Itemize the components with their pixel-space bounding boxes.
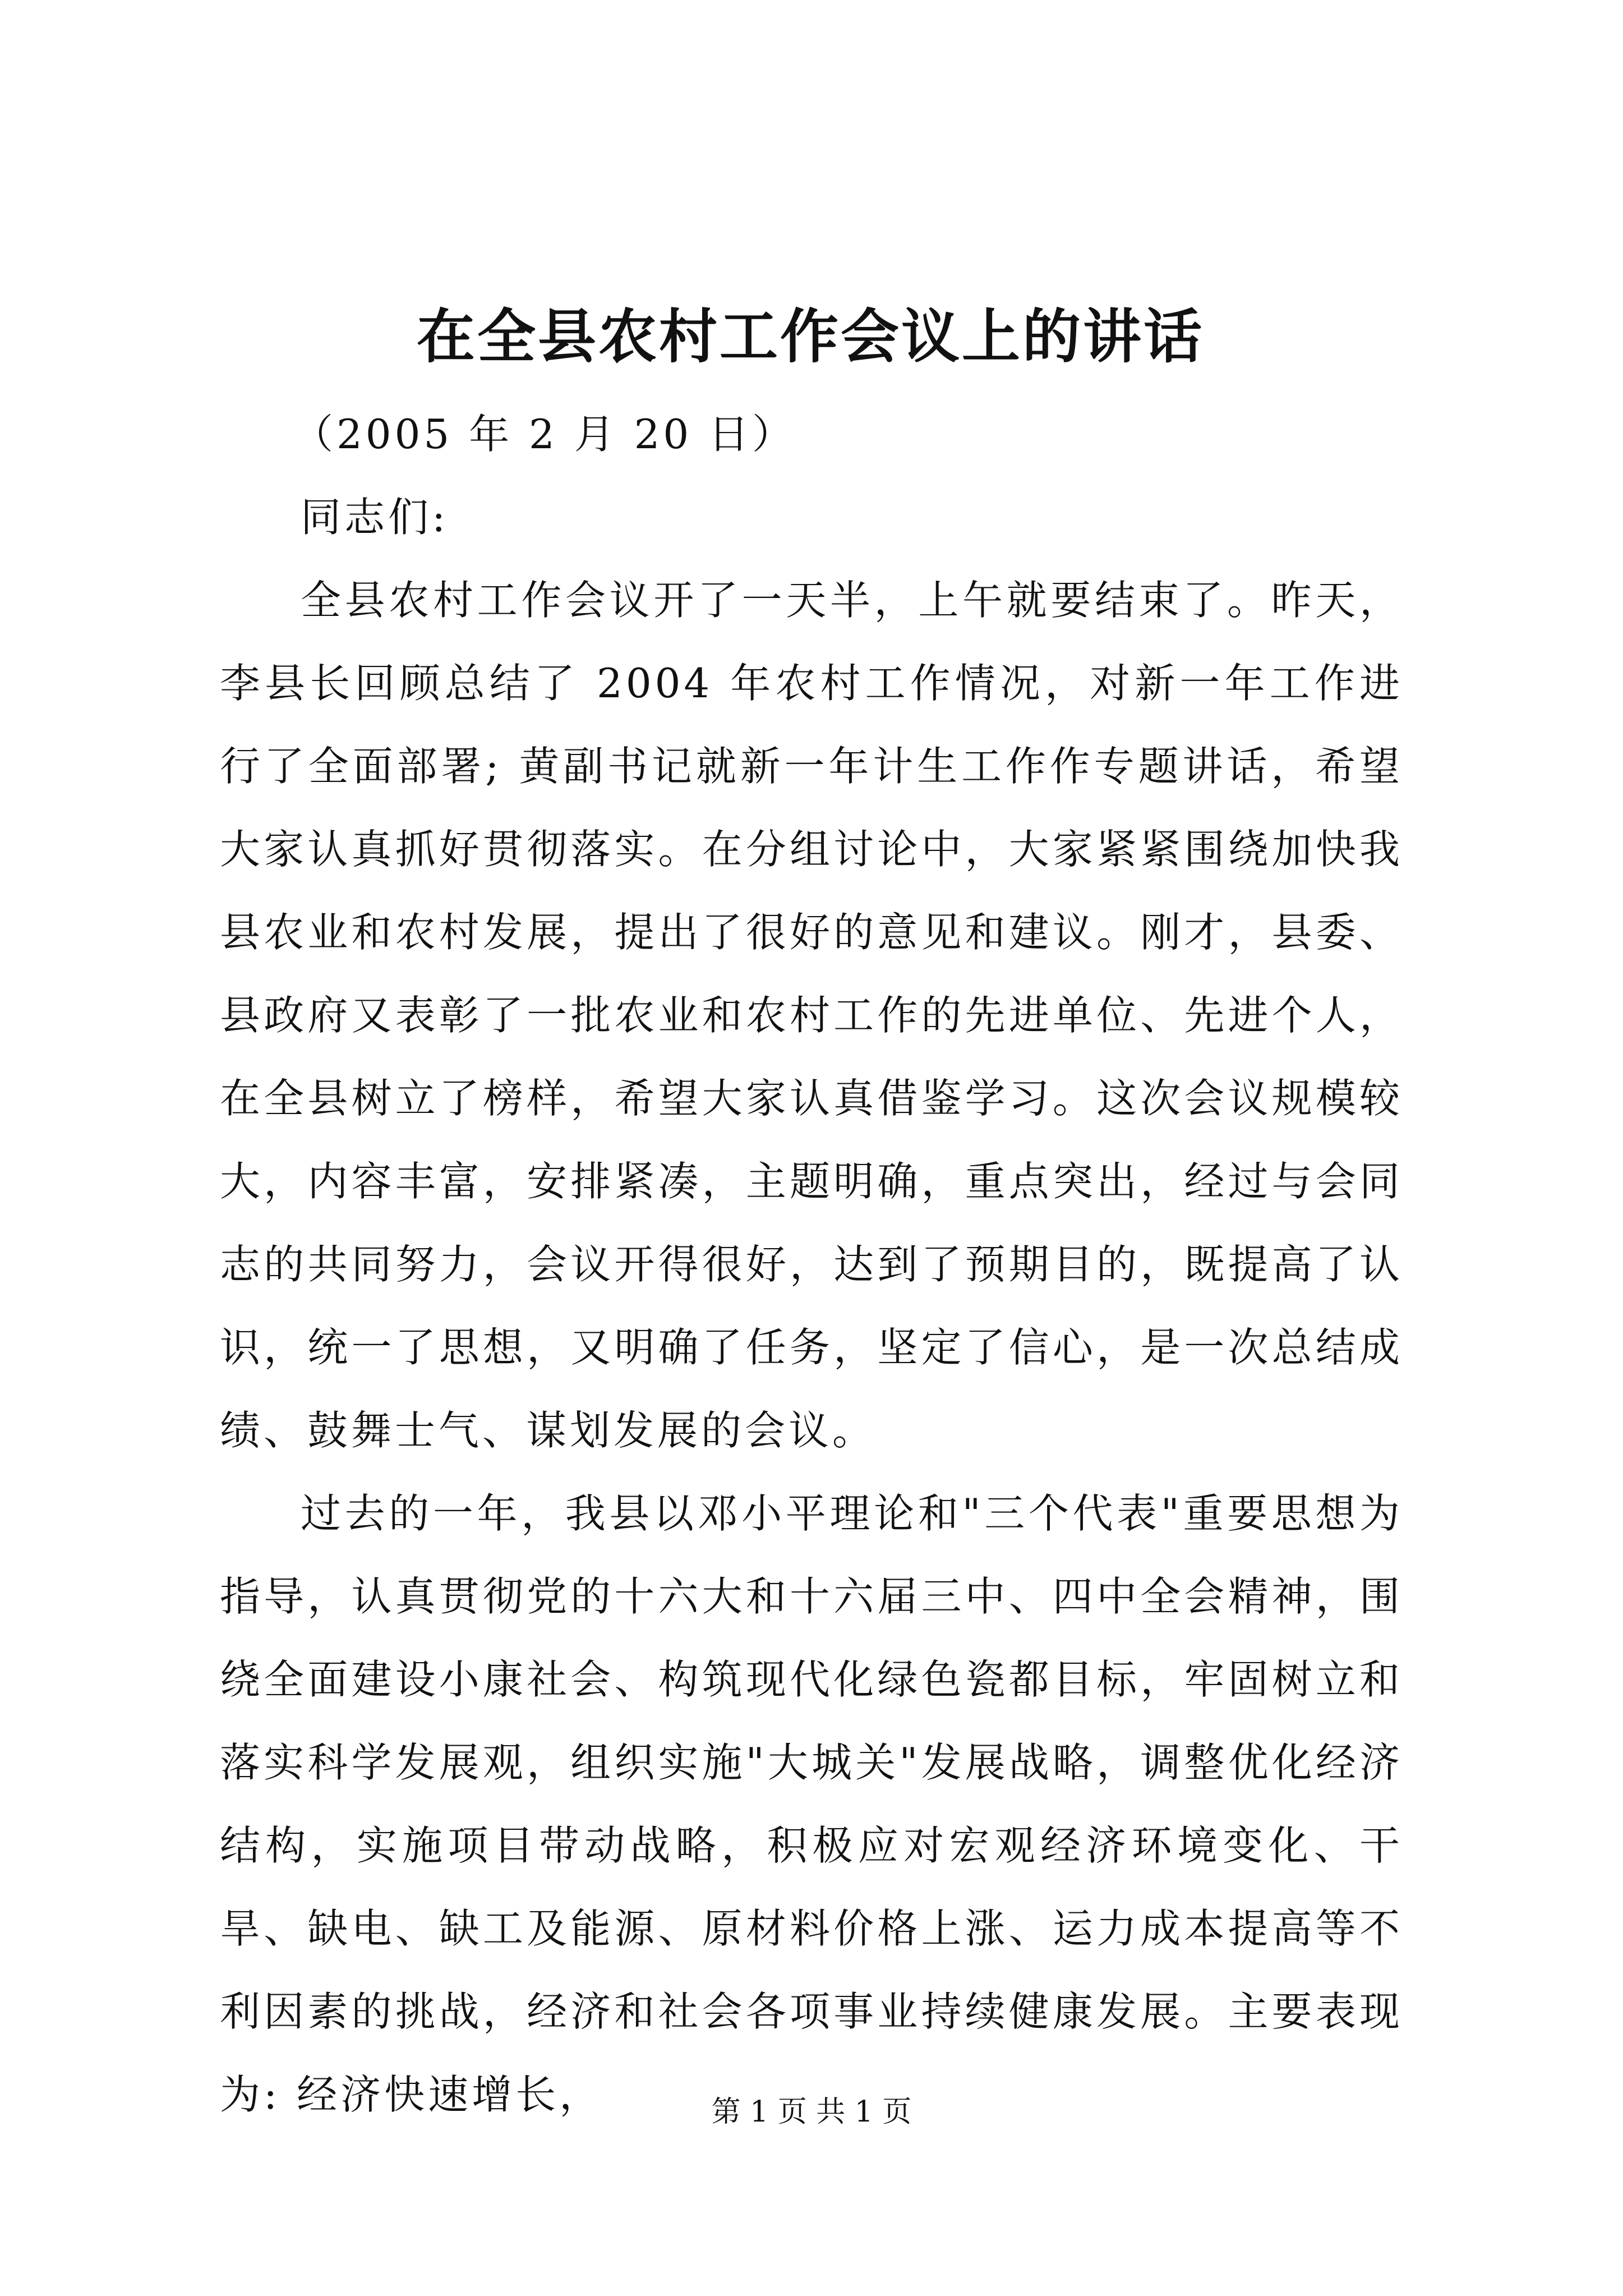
document-title: 在全县农村工作会议上的讲话	[416, 302, 1204, 371]
paragraph: 过去的一年，我县以邓小平理论和"三个代表"重要思想为指导，认真贯彻党的十六大和十六届三中、四中全会精神，围绕全面建设小康社会、构筑现代化绿色瓷都目标，牢固树立和落实科学发展观，组织实施"大城关"发展战略，调整优化经济结构，实施项目带动战略，积极应对宏观经济环境变化、干旱、缺电、缺工及能源、原材料价格上涨、运力成本提高等不利因素的挑战，经济和社会各项事业持续健康发展。主要表现为: 经济快速增长，	[220, 1490, 1403, 2118]
document-body	[220, 393, 1403, 2136]
speech-date: （2005 年 2 月 20 日）	[293, 411, 796, 458]
salutation: 同志们:	[301, 494, 449, 541]
page-footer: 第 1 页 共 1 页	[711, 2095, 912, 2129]
paragraph: 全县农村工作会议开了一天半，上午就要结束了。昨天，李县长回顾总结了 2004 年农村工作情况，对新一年工作进行了全面部署; 黄副书记就新一年计生工作作专题讲话，希望大家认真抓好贯彻落实。在分组讨论中，大家紧紧围绕加快我县农业和农村发展，提出了很好的意见和建议。刚才，县委、县政府又表彰了一批农业和农村工作的先进单位、先进个人，在全县树立了榜样，希望大家认真借鉴学习。这次会议规模较大，内容丰富，安排紧凑，主题明确，重点突出，经过与会同志的共同努力，会议开得很好，达到了预期目的，既提高了认识，统一了思想，又明确了任务，坚定了信心，是一次总结成绩、鼓舞士气、谋划发展的会议。	[220, 577, 1403, 1454]
